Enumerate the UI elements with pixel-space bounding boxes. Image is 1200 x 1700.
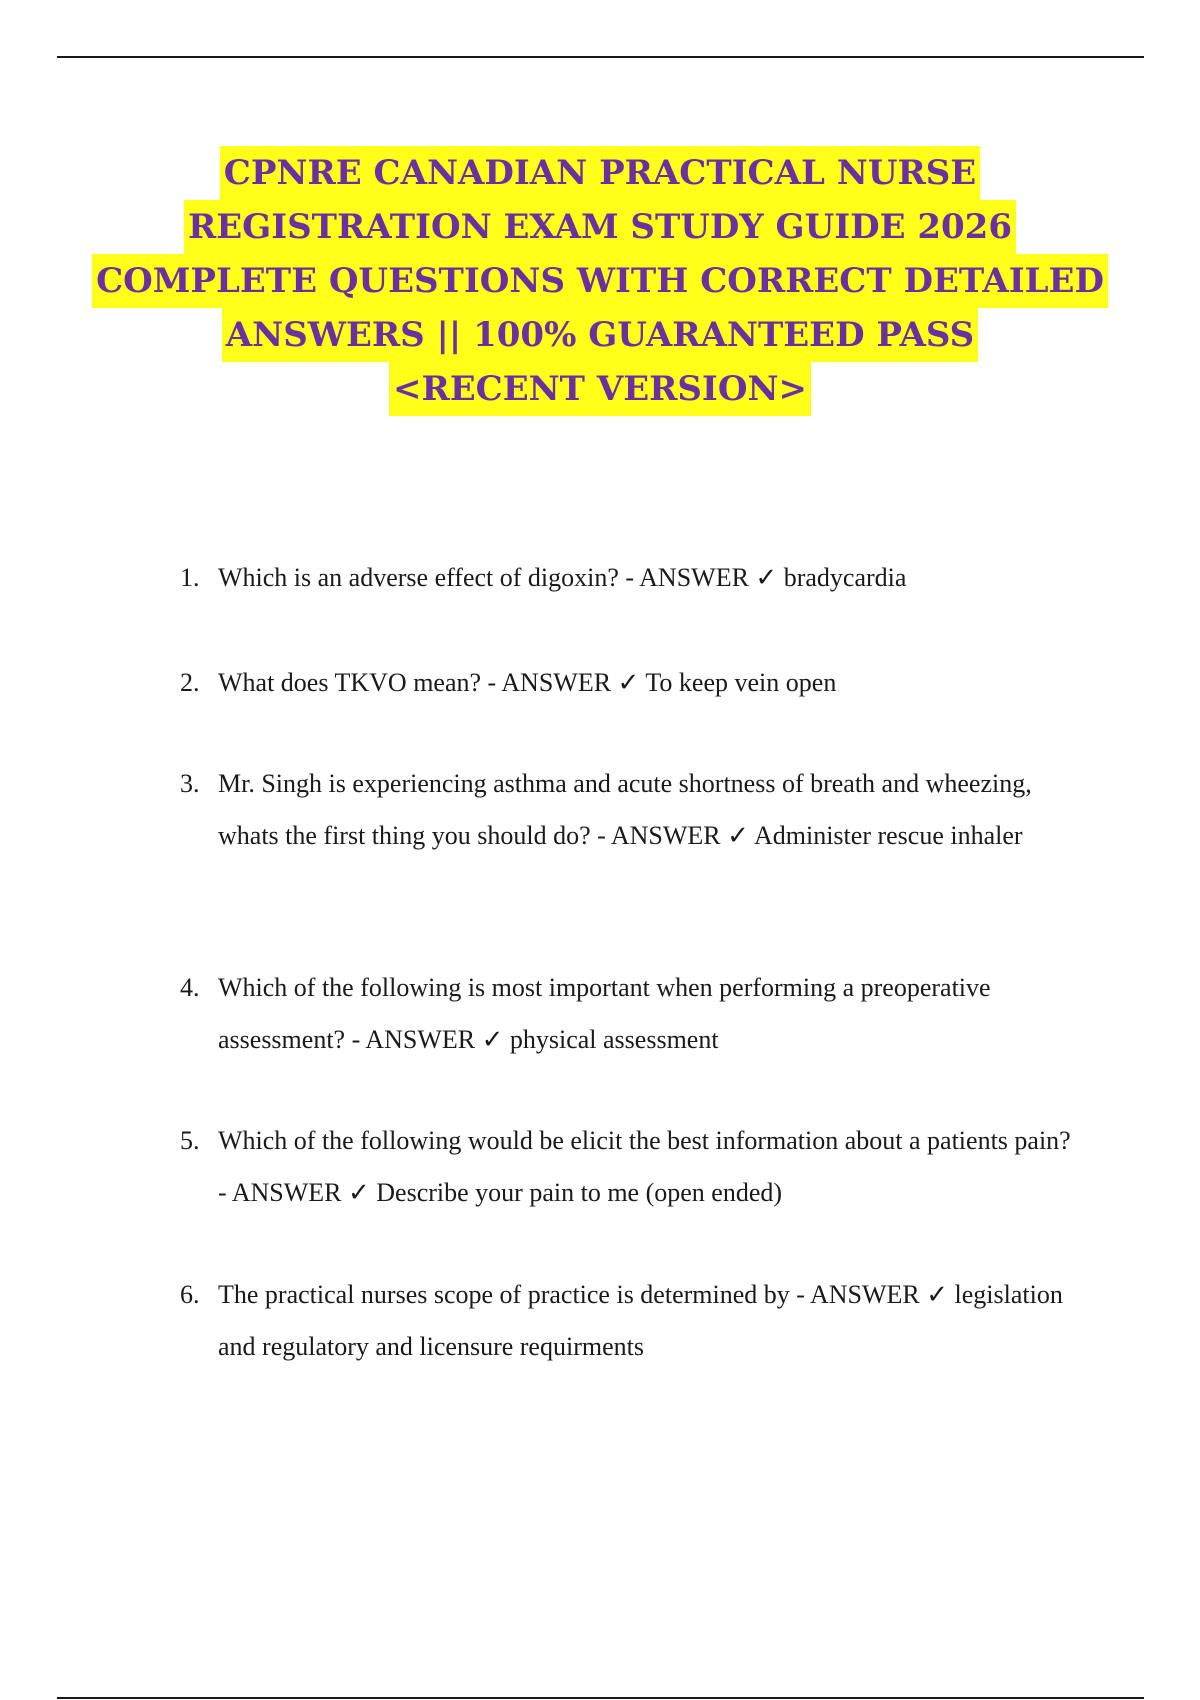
title-line-5: <RECENT VERSION> xyxy=(389,362,811,416)
title-line-3: COMPLETE QUESTIONS WITH CORRECT DETAILED xyxy=(92,254,1108,308)
question-text: The practical nurses scope of practice is determined by - ANSWER ✓ legislation and regulatory and licensure requirments xyxy=(218,1280,1063,1361)
bottom-divider xyxy=(57,1697,1144,1699)
top-divider xyxy=(57,56,1144,58)
question-text: Which is an adverse effect of digoxin? - ANSWER ✓ bradycardia xyxy=(218,563,907,592)
question-text: What does TKVO mean? - ANSWER ✓ To keep vein open xyxy=(218,668,837,697)
title-line-4: ANSWERS || 100% GUARANTEED PASS xyxy=(222,308,978,362)
question-number: 5. xyxy=(180,1126,200,1155)
question-number: 4. xyxy=(180,973,200,1002)
question-number: 3. xyxy=(180,769,200,798)
question-number: 6. xyxy=(180,1280,200,1309)
question-text: Which of the following would be elicit the best information about a patients pain? - ANSWER ✓ Describe your pain to me (open ended) xyxy=(218,1126,1071,1207)
title-line-1: CPNRE CANADIAN PRACTICAL NURSE xyxy=(220,146,980,200)
question-text: Which of the following is most important when performing a preoperative assessment? - ANSWER ✓ physical assessment xyxy=(218,973,991,1054)
title-line-2: REGISTRATION EXAM STUDY GUIDE 2026 xyxy=(184,200,1016,254)
question-text: Mr. Singh is experiencing asthma and acute shortness of breath and wheezing, whats the first thing you should do? - ANSWER ✓ Administer rescue inhaler xyxy=(218,769,1032,850)
question-number: 1. xyxy=(180,563,200,592)
question-number: 2. xyxy=(180,668,200,697)
document-title xyxy=(0,146,1200,416)
